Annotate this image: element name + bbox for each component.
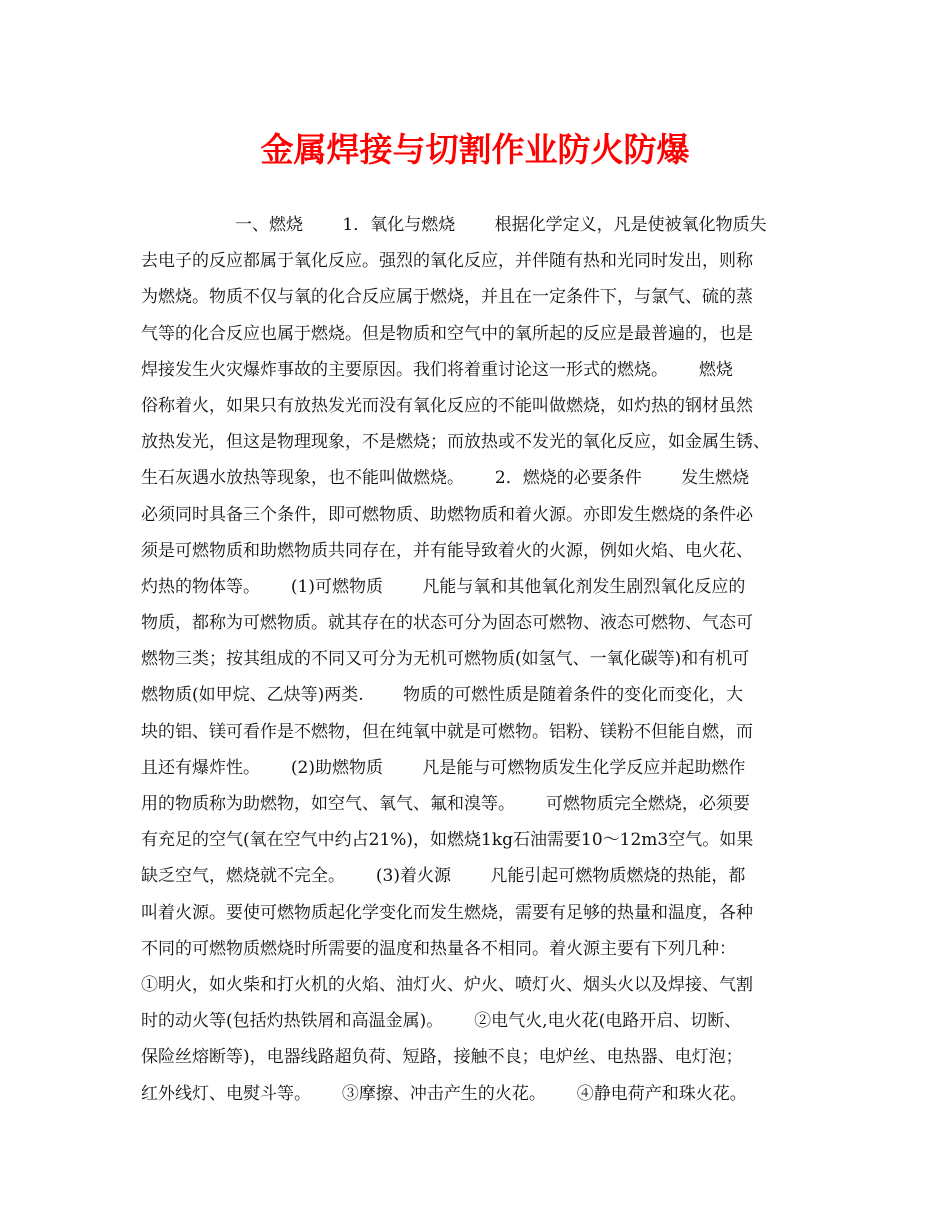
body-line-19: 缺乏空气，燃烧就不完全。 (3)着火源 凡能引起可燃物质燃烧的热能，都 bbox=[141, 866, 746, 887]
body-line-9: 必须同时具备三个条件，即可燃物质、助燃物质和着火源。亦即发生燃烧的条件必 bbox=[141, 504, 753, 525]
body-line-7: 放热发光，但这是物理现象，不是燃烧；而放热或不发光的氧化反应，如金属生锈、 bbox=[141, 432, 770, 453]
document-title: 金属焊接与切割作业防火防爆 bbox=[260, 130, 690, 169]
body-line-1: 一、燃烧 1．氧化与燃烧 根据化学定义，凡是使被氧化物质失 bbox=[235, 215, 767, 235]
body-line-2: 去电子的反应都属于氧化反应。强烈的氧化反应，并伴随有热和光同时发出，则称 bbox=[141, 251, 753, 272]
body-line-12: 物质，都称为可燃物质。就其存在的状态可分为固态可燃物、液态可燃物、气态可 bbox=[141, 613, 753, 634]
body-line-8: 生石灰遇水放热等现象，也不能叫做燃烧。 2．燃烧的必要条件 发生燃烧 bbox=[141, 468, 750, 489]
body-line-24: 保险丝熔断等)，电器线路超负荷、短路，接触不良；电炉丝、电热器、电灯泡； bbox=[141, 1047, 743, 1068]
body-line-17: 用的物质称为助燃物，如空气、氧气、氟和溴等。 可燃物质完全燃烧，必须要 bbox=[141, 794, 750, 814]
body-line-21: 不同的可燃物质燃烧时所需要的温度和热量各不相同。着火源主要有下列几种： bbox=[141, 938, 736, 959]
body-line-6: 俗称着火，如果只有放热发光而没有氧化反应的不能叫做燃烧，如灼热的钢材虽然 bbox=[141, 395, 753, 416]
body-line-11: 灼热的物体等。 (1)可燃物质 凡能与氧和其他氧化剂发生剧烈氧化反应的 bbox=[141, 576, 746, 597]
body-line-18: 有充足的空气(氧在空气中约占21%)，如燃烧1kg石油需要10～12m3空气。如果 bbox=[141, 830, 754, 851]
body-line-10: 须是可燃物质和助燃物质共同存在，并有能导致着火的火源，例如火焰、电火花、 bbox=[141, 540, 753, 561]
body-line-15: 块的铝、镁可看作是不燃物，但在纯氧中就是可燃物。铝粉、镁粉不但能自燃，而 bbox=[141, 721, 753, 742]
body-line-14: 燃物质(如甲烷、乙炔等)两类. 物质的可燃性质是随着条件的变化而变化，大 bbox=[141, 685, 744, 706]
document-body bbox=[141, 207, 831, 1112]
body-line-4: 气等的化合反应也属于燃烧。但是物质和空气中的氧所起的反应是最普遍的，也是 bbox=[141, 323, 753, 344]
body-line-25: 红外线灯、电熨斗等。 ③摩擦、冲击产生的火花。 ④静电荷产和珠火花。 bbox=[141, 1083, 747, 1104]
body-line-22: ①明火，如火柴和打火机的火焰、油灯火、炉火、喷灯火、烟头火以及焊接、气割 bbox=[141, 974, 753, 995]
body-line-3: 为燃烧。物质不仅与氧的化合反应属于燃烧，并且在一定条件下，与氯气、硫的蒸 bbox=[141, 287, 753, 308]
body-line-5: 焊接发生火灾爆炸事故的主要原因。我们将着重讨论这一形式的燃烧。 燃烧 bbox=[141, 359, 733, 380]
body-line-13: 燃物三类；按其组成的不同又可分为无机可燃物质(如氢气、一氧化碳等)和有机可 bbox=[141, 649, 750, 670]
body-line-16: 且还有爆炸性。 (2)助燃物质 凡是能与可燃物质发生化学反应并起助燃作 bbox=[141, 757, 746, 778]
body-line-20: 叫着火源。要使可燃物质起化学变化而发生燃烧，需要有足够的热量和温度，各种 bbox=[141, 902, 753, 923]
body-line-23: 时的动火等(包括灼热铁屑和高温金属)。 ②电气火,电火花(电路开启、切断、 bbox=[141, 1011, 742, 1032]
